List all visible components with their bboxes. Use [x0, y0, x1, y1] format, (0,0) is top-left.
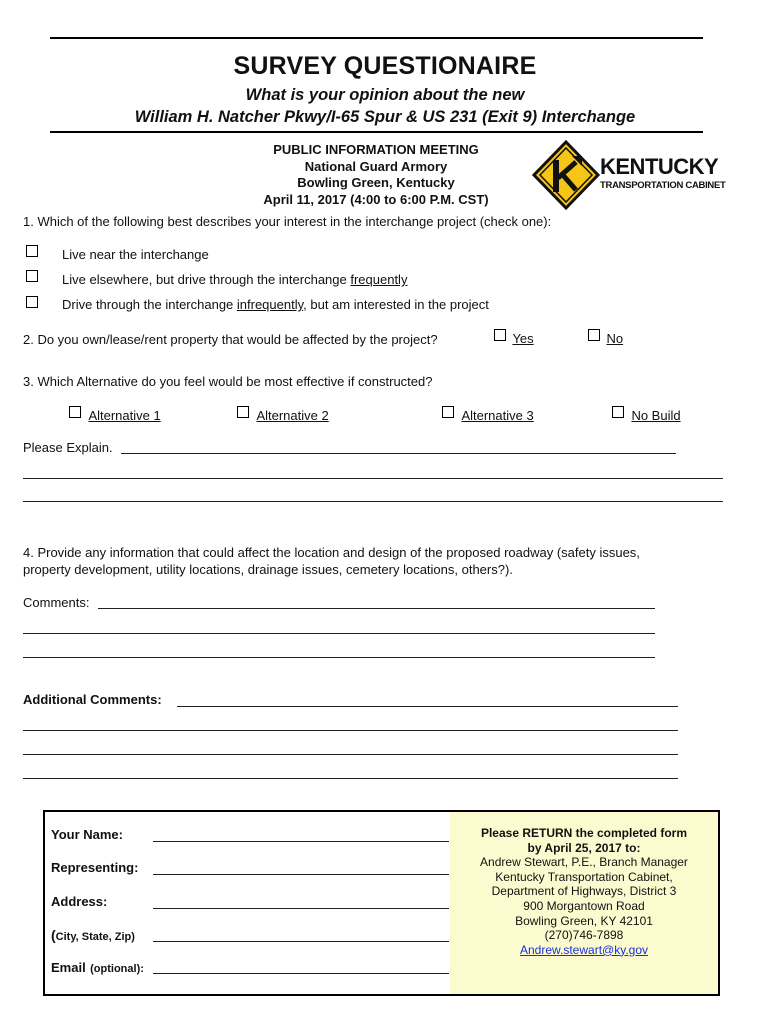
explain-line-2[interactable] — [23, 478, 723, 479]
logo-text-kentucky: KENTUCKY — [600, 154, 719, 179]
logo-text-cabinet: TRANSPORTATION CABINET — [600, 180, 726, 191]
meeting-title: PUBLIC INFORMATION MEETING — [273, 142, 479, 157]
comments-line-3[interactable] — [23, 657, 655, 658]
q3-alt2-label: Alternative 2 — [256, 408, 329, 423]
subtitle-line-2: William H. Natcher Pkwy/I-65 Spur & US 231 (Exit 9) Interchange — [134, 108, 636, 126]
meeting-venue: National Guard Armory — [304, 158, 448, 174]
q3-alternative-1 — [69, 405, 161, 423]
email-optional-note: (optional): — [90, 963, 144, 975]
q3-nobuild-checkbox[interactable] — [612, 406, 624, 418]
ky-transportation-logo — [532, 140, 726, 215]
your-name-label: Your Name: — [51, 827, 123, 842]
q1-option-3-label — [62, 297, 489, 312]
additional-comments-label: Additional Comments: — [23, 692, 162, 707]
city-state-zip-field[interactable] — [153, 941, 449, 942]
address-field[interactable] — [153, 908, 449, 909]
q2-yes-label: Yes — [512, 331, 534, 346]
q1-option-2-checkbox[interactable] — [26, 270, 38, 282]
return-line-1: Please RETURN the completed form — [480, 826, 688, 840]
q2-no-label: No — [606, 331, 624, 346]
q1-option-2-emphasis: frequently — [350, 272, 408, 287]
representing-field[interactable] — [153, 874, 449, 875]
return-department: Department of Highways, District 3 — [491, 884, 677, 899]
q2-yes-checkbox[interactable] — [494, 329, 506, 341]
return-street: 900 Morgantown Road — [523, 898, 645, 913]
city-state-zip-paren: ( — [51, 927, 56, 943]
q1-option-3-text-end: , but am interested in the project — [303, 297, 489, 312]
additional-line-1[interactable] — [177, 706, 678, 707]
return-line-2: by April 25, 2017 to: — [527, 840, 641, 855]
return-city: Bowling Green, KY 42101 — [515, 913, 653, 928]
q2-yes-option — [494, 328, 534, 346]
comments-label: Comments: — [23, 595, 90, 610]
page-title: SURVEY QUESTIONAIRE — [233, 52, 537, 80]
q3-alt3-checkbox[interactable] — [442, 406, 454, 418]
additional-line-3[interactable] — [23, 754, 678, 755]
q3-alt2-checkbox[interactable] — [237, 406, 249, 418]
header-divider — [50, 131, 703, 133]
q1-option-1-checkbox[interactable] — [26, 245, 38, 257]
meeting-date: April 11, 2017 (4:00 to 6:00 P.M. CST) — [263, 191, 489, 207]
q1-option-2-label — [62, 272, 407, 287]
q3-no-build — [612, 405, 681, 423]
q1-option-3 — [26, 295, 38, 313]
city-state-zip-label — [51, 927, 135, 945]
return-email-link[interactable]: Andrew.stewart@ky.gov — [519, 942, 648, 957]
q3-alt1-label: Alternative 1 — [88, 408, 161, 423]
top-divider — [50, 37, 703, 39]
your-name-field[interactable] — [153, 841, 449, 842]
additional-line-2[interactable] — [23, 730, 678, 731]
return-phone: (270)746-7898 — [544, 928, 624, 943]
comments-line-2[interactable] — [23, 633, 655, 634]
q1-option-3-text: Drive through the interchange — [62, 297, 237, 312]
email-label — [51, 959, 144, 977]
question-4-line-1: 4. Provide any information that could affect the location and design of the proposed roadway (safety issues, — [23, 545, 640, 560]
meeting-city: Bowling Green, Kentucky — [297, 175, 455, 190]
explain-label: Please Explain. — [23, 440, 113, 455]
question-3: 3. Which Alternative do you feel would be most effective if constructed? — [23, 374, 433, 389]
q2-no-checkbox[interactable] — [588, 329, 600, 341]
email-label-text: Email — [51, 960, 86, 975]
additional-line-4[interactable] — [23, 778, 678, 779]
address-label: Address: — [51, 894, 108, 909]
q1-option-2-text: Live elsewhere, but drive through the interchange — [62, 272, 351, 287]
q3-nobuild-label: No Build — [631, 408, 681, 423]
email-field[interactable] — [153, 973, 449, 974]
subtitle-line-1: What is your opinion about the new — [245, 86, 525, 104]
return-instructions — [450, 826, 718, 957]
return-contact-name: Andrew Stewart, P.E., Branch Manager — [480, 855, 688, 870]
q3-alternative-3 — [442, 405, 534, 423]
q2-no-option — [588, 328, 623, 346]
q1-option-2 — [26, 269, 38, 287]
q3-alternative-2 — [237, 405, 329, 423]
question-1: 1. Which of the following best describes your interest in the interchange project (check one): — [23, 214, 552, 229]
q3-alt1-checkbox[interactable] — [69, 406, 81, 418]
return-org: Kentucky Transportation Cabinet, — [495, 869, 673, 884]
comments-line-1[interactable] — [98, 608, 655, 609]
representing-label: Representing: — [51, 860, 139, 875]
question-4-line-2: property development, utility locations, drainage issues, cemetery locations, others?). — [23, 562, 513, 577]
meeting-info — [200, 142, 552, 208]
q1-option-1-label: Live near the interchange — [62, 247, 209, 262]
q1-option-1 — [26, 244, 38, 262]
q1-option-3-checkbox[interactable] — [26, 296, 38, 308]
city-state-zip-text: City, State, Zip) — [55, 931, 135, 943]
explain-line-1[interactable] — [121, 453, 676, 454]
question-2: 2. Do you own/lease/rent property that would be affected by the project? — [23, 332, 438, 347]
q3-alt3-label: Alternative 3 — [461, 408, 534, 423]
q1-option-3-emphasis: infrequently — [236, 297, 304, 312]
explain-line-3[interactable] — [23, 501, 723, 502]
